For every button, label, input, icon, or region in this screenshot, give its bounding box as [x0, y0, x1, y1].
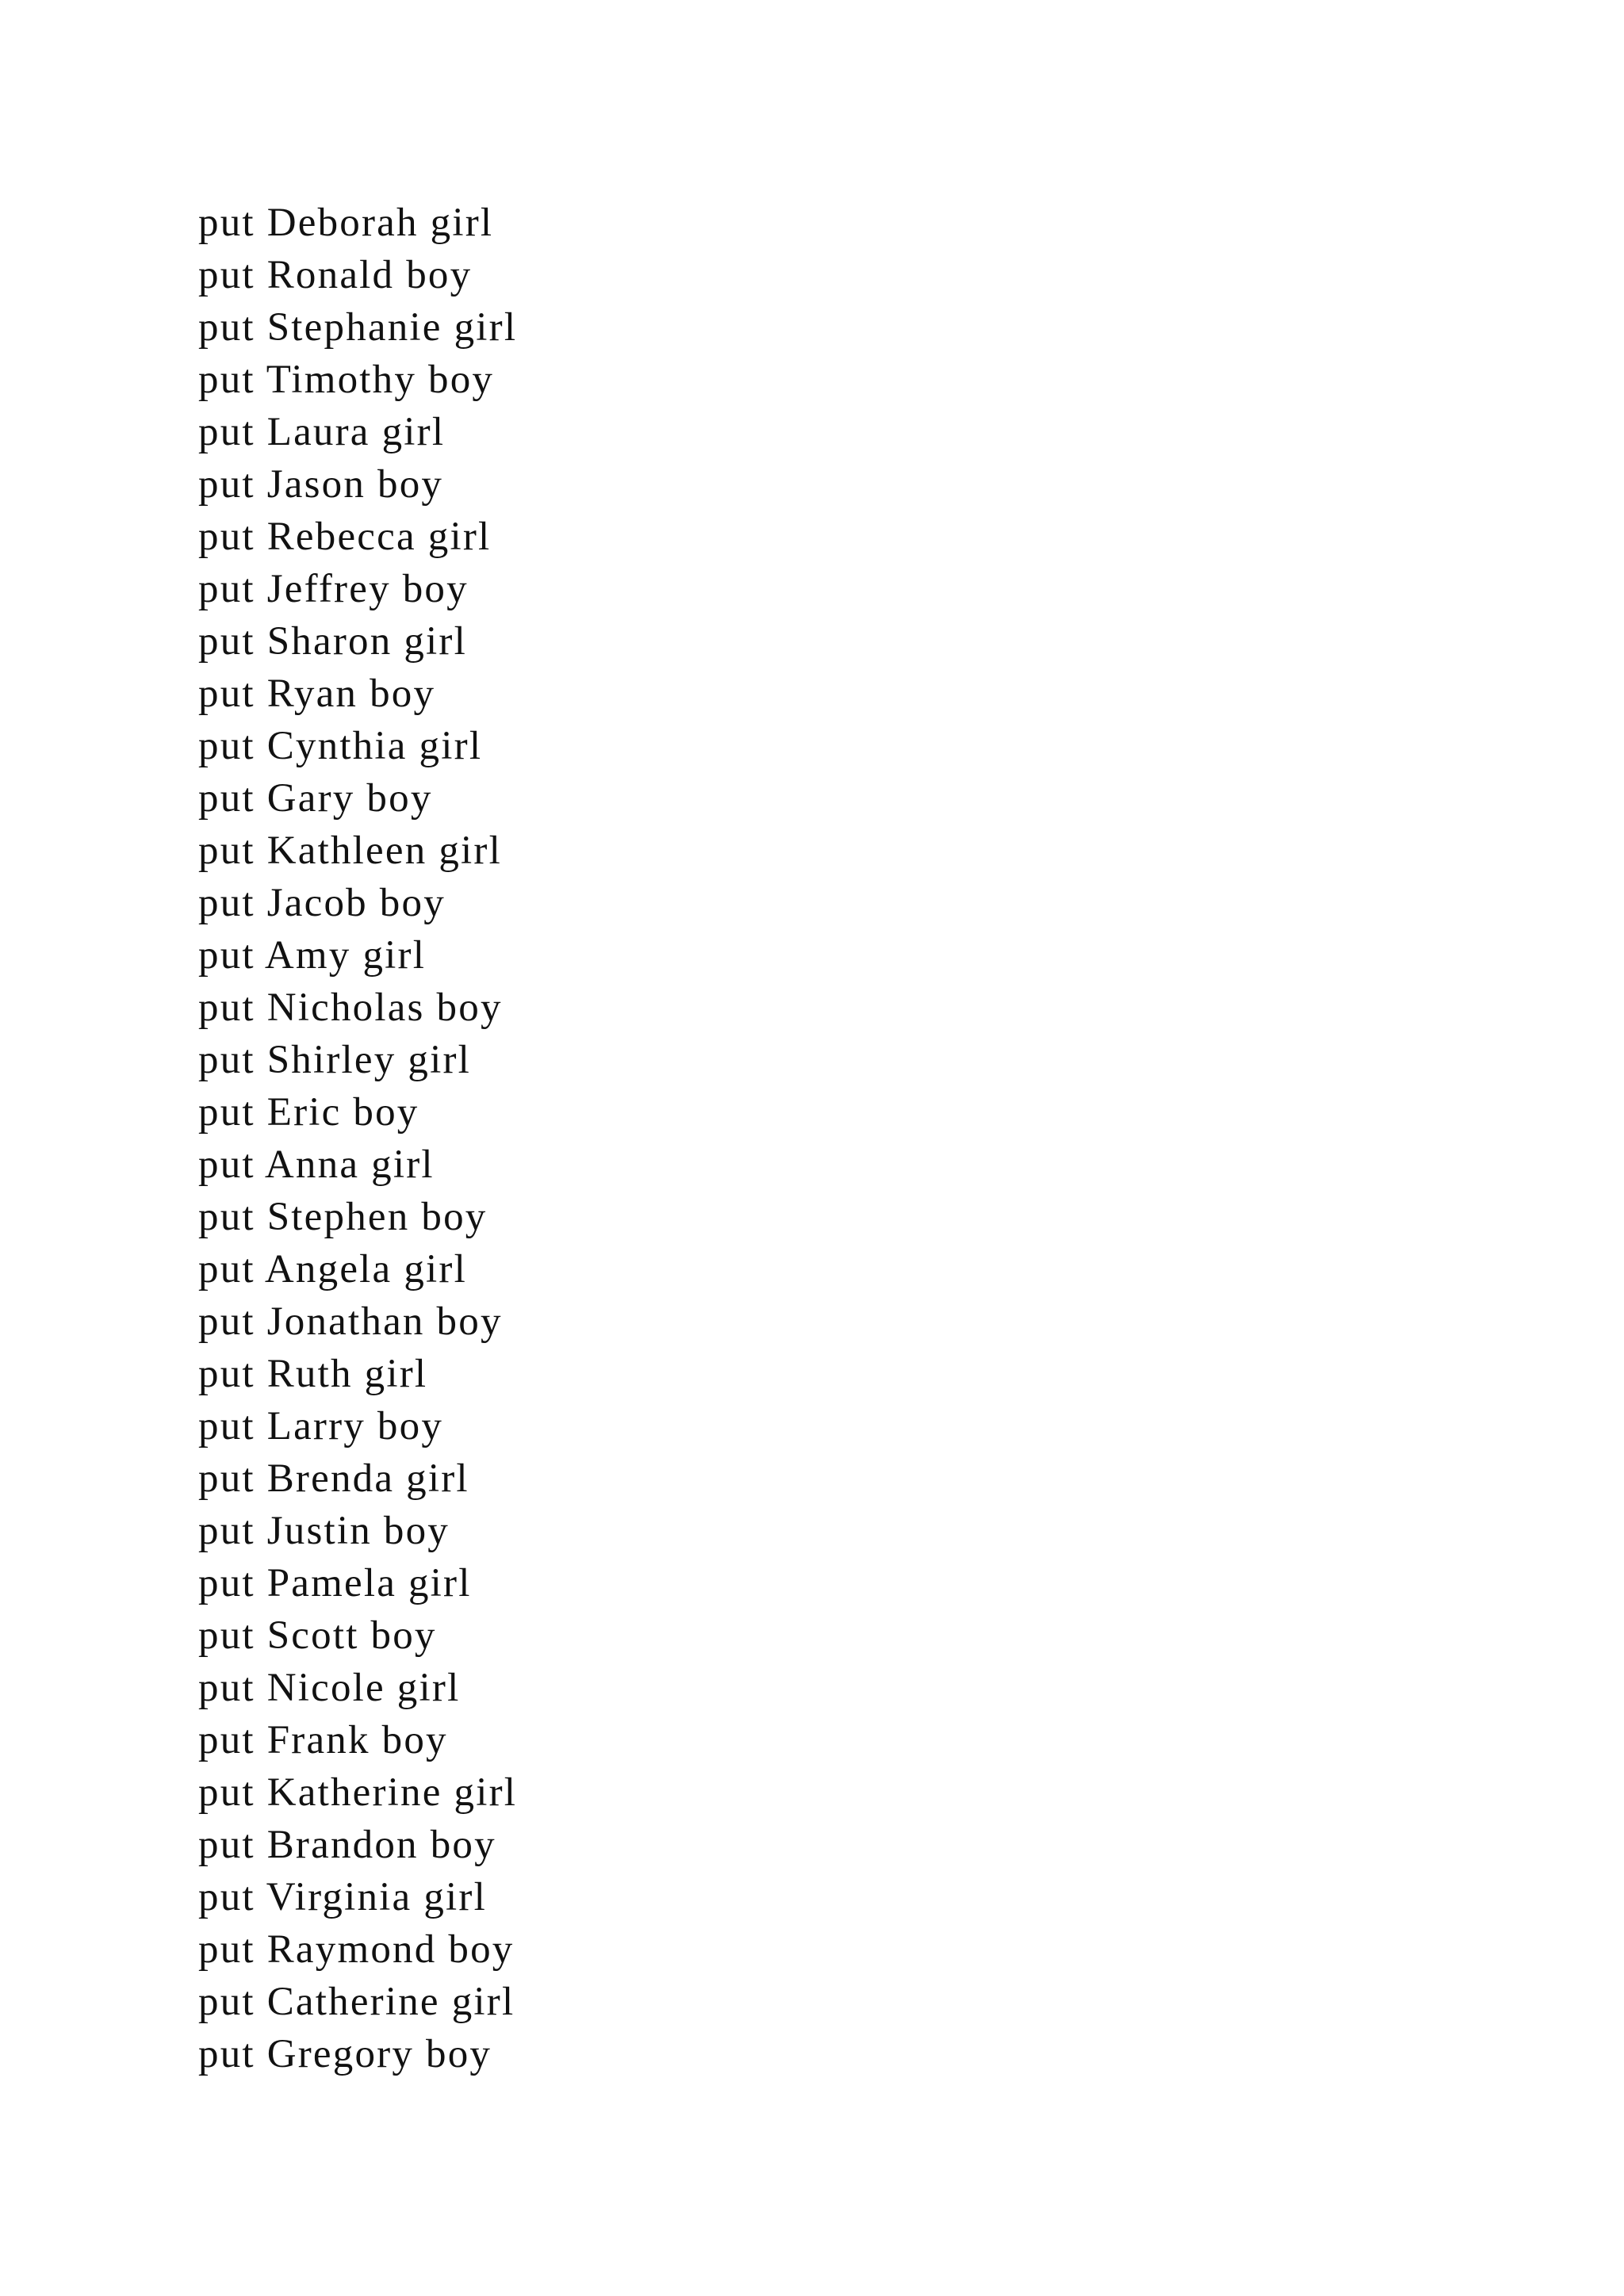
text-line: put Raymond boy — [198, 1927, 515, 1972]
text-line: put Timothy boy — [198, 358, 495, 402]
text-line: put Angela girl — [198, 1247, 467, 1292]
text-line: put Kathleen girl — [198, 828, 502, 873]
text-line: put Catherine girl — [198, 1980, 515, 2024]
text-line: put Pamela girl — [198, 1561, 472, 1605]
text-line: put Nicholas boy — [198, 985, 503, 1030]
text-line: put Ryan boy — [198, 672, 436, 716]
text-line: put Brandon boy — [198, 1823, 496, 1867]
text-line: put Ruth girl — [198, 1352, 428, 1396]
text-line: put Frank boy — [198, 1718, 448, 1762]
text-line: put Laura girl — [198, 410, 446, 454]
text-line: put Ronald boy — [198, 253, 473, 297]
text-line: put Jacob boy — [198, 881, 446, 925]
text-line: put Sharon girl — [198, 619, 467, 664]
text-line: put Eric boy — [198, 1090, 419, 1135]
text-line: put Gregory boy — [198, 2032, 492, 2076]
text-line: put Larry boy — [198, 1404, 444, 1448]
text-line: put Cynthia girl — [198, 724, 483, 768]
text-line: put Jason boy — [198, 462, 444, 507]
text-line: put Anna girl — [198, 1142, 435, 1187]
text-line: put Virginia girl — [198, 1875, 487, 1919]
text-line: put Deborah girl — [198, 201, 494, 245]
text-line: put Jeffrey boy — [198, 567, 469, 611]
text-lines — [198, 197, 517, 2080]
text-line: put Shirley girl — [198, 1038, 472, 1082]
text-line: put Amy girl — [198, 933, 427, 978]
text-line: put Jonathan boy — [198, 1299, 503, 1344]
text-line: put Stephanie girl — [198, 305, 518, 350]
text-line: put Rebecca girl — [198, 515, 492, 559]
text-line: put Katherine girl — [198, 1770, 518, 1815]
text-line: put Scott boy — [198, 1613, 437, 1658]
text-line: put Stephen boy — [198, 1195, 488, 1239]
text-line: put Brenda girl — [198, 1456, 469, 1501]
text-line: put Justin boy — [198, 1509, 450, 1553]
text-line: put Gary boy — [198, 776, 433, 821]
text-line: put Nicole girl — [198, 1666, 461, 1710]
